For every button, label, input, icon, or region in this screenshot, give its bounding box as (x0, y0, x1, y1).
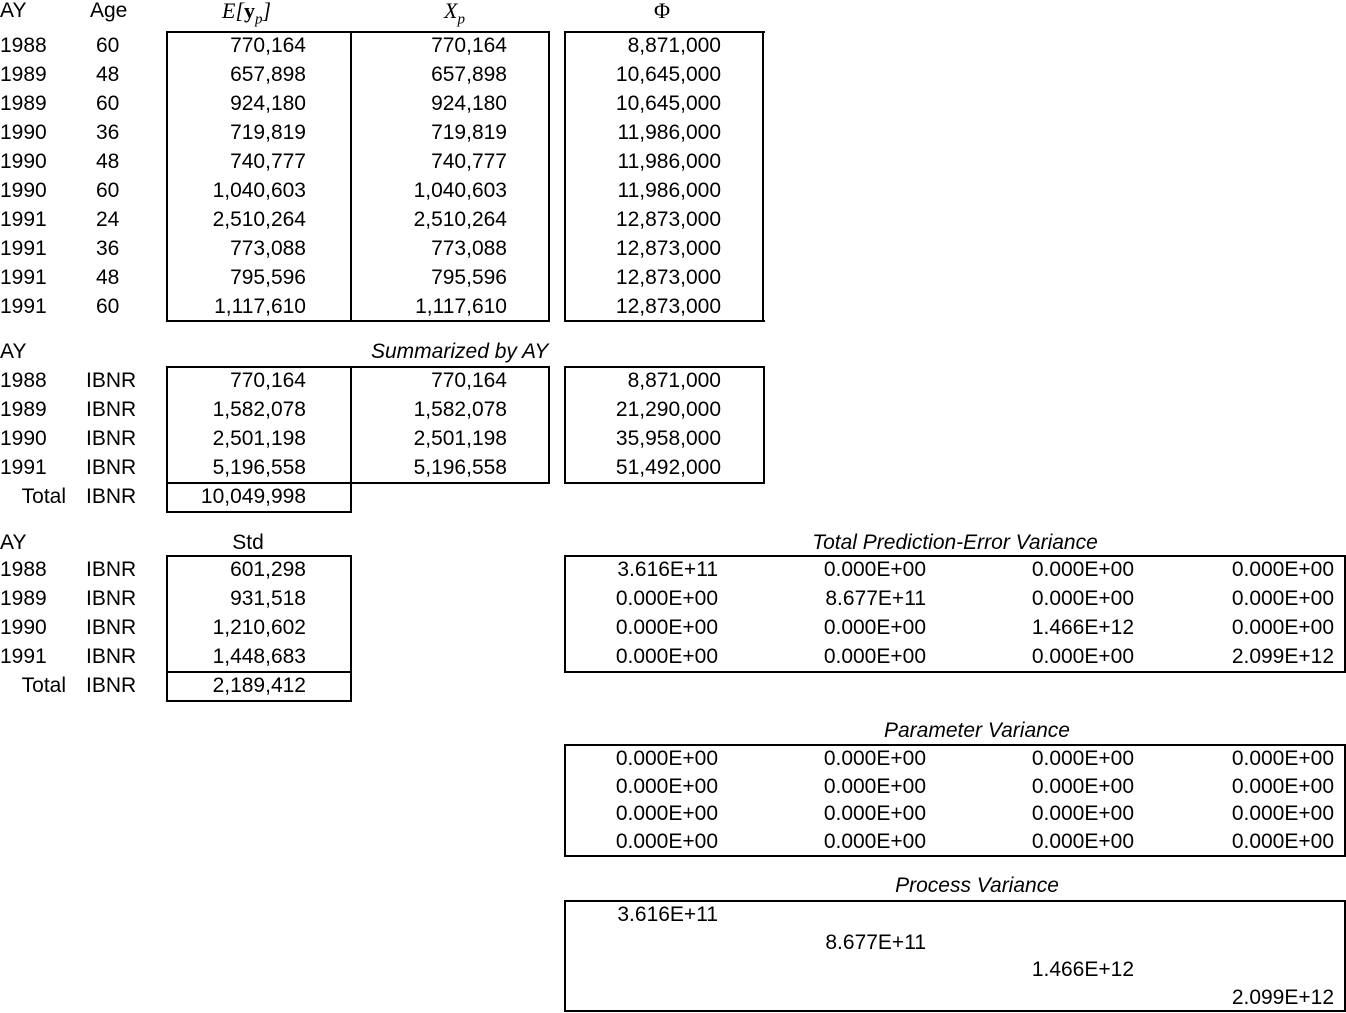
detail-xp-cell: 657,898 (431, 63, 507, 86)
detail-ay-cell: 1989 (0, 63, 47, 86)
detail-phi-cell: 11,986,000 (617, 121, 721, 144)
header-expected-y (222, 0, 272, 28)
std-value-cell: 601,298 (230, 558, 306, 581)
process-cell: 2.099E+12 (1231, 985, 1334, 1009)
detail-phi-cell: 12,873,000 (615, 208, 721, 231)
header-ey-suffix: ] (262, 0, 272, 23)
detail-ey-cell: 795,596 (230, 266, 306, 289)
param-cell: 0.000E+00 (823, 774, 926, 798)
param-title: Parameter Variance (884, 719, 1070, 742)
detail-ey-cell: 770,164 (230, 34, 306, 57)
detail-xp-cell: 770,164 (431, 34, 507, 57)
detail-xp-cell: 1,040,603 (413, 179, 507, 202)
summary-total-value: 10,049,998 (200, 485, 306, 508)
detail-age-cell: 36 (96, 121, 120, 144)
std-ay-header: AY (0, 531, 27, 554)
summary-label-cell: IBNR (86, 398, 137, 421)
tpev-cell: 1.466E+12 (1031, 616, 1134, 639)
detail-ey-cell: 924,180 (230, 92, 306, 115)
std-total-label2: IBNR (86, 674, 137, 697)
param-cell: 0.000E+00 (1231, 747, 1334, 770)
detail-phi-cell: 8,871,000 (627, 34, 721, 57)
summary-total-label2: IBNR (86, 485, 137, 508)
detail-ay-cell: 1990 (0, 179, 47, 202)
detail-age-cell: 36 (96, 237, 120, 260)
detail-age-cell: 24 (96, 208, 120, 231)
param-cell: 0.000E+00 (1031, 774, 1134, 798)
std-total-value: 2,189,412 (212, 674, 306, 697)
tpev-cell: 0.000E+00 (1231, 587, 1334, 610)
detail-ey-cell: 1,117,610 (214, 295, 306, 318)
summary-xp-cell: 770,164 (431, 369, 507, 392)
tpev-cell: 2.099E+12 (1231, 645, 1334, 668)
tpev-cell: 0.000E+00 (1031, 587, 1134, 610)
param-cell: 0.000E+00 (615, 829, 718, 853)
param-cell: 0.000E+00 (823, 747, 926, 770)
header-ey-sub: p (255, 11, 263, 28)
param-cell: 0.000E+00 (1231, 802, 1334, 825)
tpev-cell: 0.000E+00 (823, 558, 926, 581)
summary-ay-cell: 1988 (0, 369, 47, 392)
detail-ey-cell: 773,088 (230, 237, 306, 260)
header-ay: AY (0, 0, 27, 22)
tpev-cell: 0.000E+00 (615, 645, 718, 668)
process-title: Process Variance (895, 874, 1059, 897)
detail-ay-cell: 1991 (0, 237, 47, 260)
detail-age-cell: 48 (96, 63, 120, 86)
detail-phi-cell: 12,873,000 (615, 266, 721, 289)
header-age: Age (90, 0, 128, 22)
summary-label-cell: IBNR (86, 427, 137, 450)
detail-phi-cell: 12,873,000 (615, 295, 721, 318)
std-value-cell: 931,518 (230, 587, 306, 610)
detail-xp-cell: 740,777 (431, 150, 507, 173)
detail-xp-cell: 719,819 (431, 121, 507, 144)
detail-ey-cell: 2,510,264 (212, 208, 306, 231)
param-cell: 0.000E+00 (823, 829, 926, 853)
tpev-cell: 0.000E+00 (823, 645, 926, 668)
summary-total-label: Total (21, 485, 66, 508)
detail-ay-cell: 1988 (0, 34, 47, 57)
detail-phi-cell: 10,645,000 (615, 92, 721, 115)
detail-ay-cell: 1990 (0, 150, 47, 173)
header-xp (444, 0, 465, 28)
detail-ay-cell: 1991 (0, 266, 47, 289)
detail-ay-cell: 1991 (0, 295, 47, 318)
summary-ay-cell: 1989 (0, 398, 47, 421)
summary-label-cell: IBNR (86, 456, 137, 479)
summary-phi-cell: 51,492,000 (615, 456, 721, 479)
detail-xp-cell: 1,117,610 (415, 295, 507, 318)
summary-ay-header: AY (0, 340, 27, 363)
summary-ey-cell: 5,196,558 (212, 456, 306, 479)
std-label-cell: IBNR (86, 616, 137, 639)
tpev-cell: 0.000E+00 (823, 616, 926, 639)
tpev-title: Total Prediction-Error Variance (812, 531, 1098, 554)
detail-phi-right (762, 31, 764, 322)
std-label-cell: IBNR (86, 587, 137, 610)
std-label-cell: IBNR (86, 558, 137, 581)
std-ay-cell: 1991 (0, 645, 47, 668)
std-ay-cell: 1988 (0, 558, 47, 581)
param-cell: 0.000E+00 (1031, 747, 1134, 770)
summary-ay-cell: 1990 (0, 427, 47, 450)
detail-ey-cell: 740,777 (230, 150, 306, 173)
tpev-cell: 0.000E+00 (1231, 616, 1334, 639)
summary-ey-cell: 1,582,078 (212, 398, 306, 421)
summary-xp-cell: 2,501,198 (413, 427, 507, 450)
process-cell: 1.466E+12 (1031, 958, 1134, 981)
detail-phi-cell: 12,873,000 (615, 237, 721, 260)
detail-xp-cell: 2,510,264 (413, 208, 507, 231)
summary-phi-cell: 35,958,000 (615, 427, 721, 450)
summary-phi-cell: 8,871,000 (627, 369, 721, 392)
summary-xp-cell: 1,582,078 (413, 398, 507, 421)
detail-divider (350, 31, 352, 322)
summary-ey-cell: 770,164 (230, 369, 306, 392)
detail-ey-cell: 657,898 (230, 63, 306, 86)
detail-age-cell: 60 (96, 92, 120, 115)
tpev-cell: 0.000E+00 (1031, 645, 1134, 668)
std-value-cell: 1,210,602 (212, 616, 306, 639)
header-xp-main: X (444, 0, 458, 23)
tpev-cell: 8.677E+11 (825, 587, 926, 610)
detail-phi-cell: 11,986,000 (617, 150, 721, 173)
std-label-cell: IBNR (86, 645, 137, 668)
summary-ey-cell: 2,501,198 (212, 427, 306, 450)
detail-xp-cell: 924,180 (431, 92, 507, 115)
header-ey-bold: y (244, 0, 255, 23)
std-total-label: Total (21, 674, 66, 697)
tpev-cell: 0.000E+00 (1031, 558, 1134, 581)
summary-ay-cell: 1991 (0, 456, 47, 479)
detail-age-cell: 60 (96, 295, 120, 318)
tpev-cell: 3.616E+11 (617, 558, 718, 581)
detail-ey-cell: 719,819 (230, 121, 306, 144)
detail-ay-cell: 1990 (0, 121, 47, 144)
param-cell: 0.000E+00 (615, 774, 718, 798)
header-phi: Φ (654, 0, 671, 23)
detail-ay-cell: 1991 (0, 208, 47, 231)
header-ey-prefix: E[ (222, 0, 244, 23)
detail-age-cell: 60 (96, 34, 120, 57)
std-ay-cell: 1989 (0, 587, 47, 610)
summary-label-cell: IBNR (86, 369, 137, 392)
param-cell: 0.000E+00 (1231, 829, 1334, 853)
summary-title: Summarized by AY (371, 340, 549, 363)
std-ay-cell: 1990 (0, 616, 47, 639)
detail-phi-cell: 10,645,000 (615, 63, 721, 86)
summary-divider (350, 366, 352, 484)
detail-ey-cell: 1,040,603 (212, 179, 306, 202)
detail-phi-cell: 11,986,000 (617, 179, 721, 202)
tpev-cell: 0.000E+00 (615, 587, 718, 610)
detail-ay-cell: 1989 (0, 92, 47, 115)
param-cell: 0.000E+00 (1031, 829, 1134, 853)
detail-xp-cell: 795,596 (431, 266, 507, 289)
process-cell: 3.616E+11 (617, 903, 718, 926)
param-cell: 0.000E+00 (1231, 774, 1334, 798)
param-cell: 0.000E+00 (615, 802, 718, 825)
summary-phi-cell: 21,290,000 (615, 398, 721, 421)
detail-age-cell: 60 (96, 179, 120, 202)
process-cell: 8.677E+11 (825, 930, 926, 954)
param-cell: 0.000E+00 (615, 747, 718, 770)
std-title: Std (232, 531, 264, 554)
detail-xp-cell: 773,088 (431, 237, 507, 260)
detail-age-cell: 48 (96, 266, 120, 289)
header-xp-sub: p (457, 11, 465, 28)
param-cell: 0.000E+00 (1031, 802, 1134, 825)
detail-age-cell: 48 (96, 150, 120, 173)
std-value-cell: 1,448,683 (212, 645, 306, 668)
summary-xp-cell: 5,196,558 (413, 456, 507, 479)
tpev-cell: 0.000E+00 (615, 616, 718, 639)
tpev-cell: 0.000E+00 (1231, 558, 1334, 581)
param-cell: 0.000E+00 (823, 802, 926, 825)
